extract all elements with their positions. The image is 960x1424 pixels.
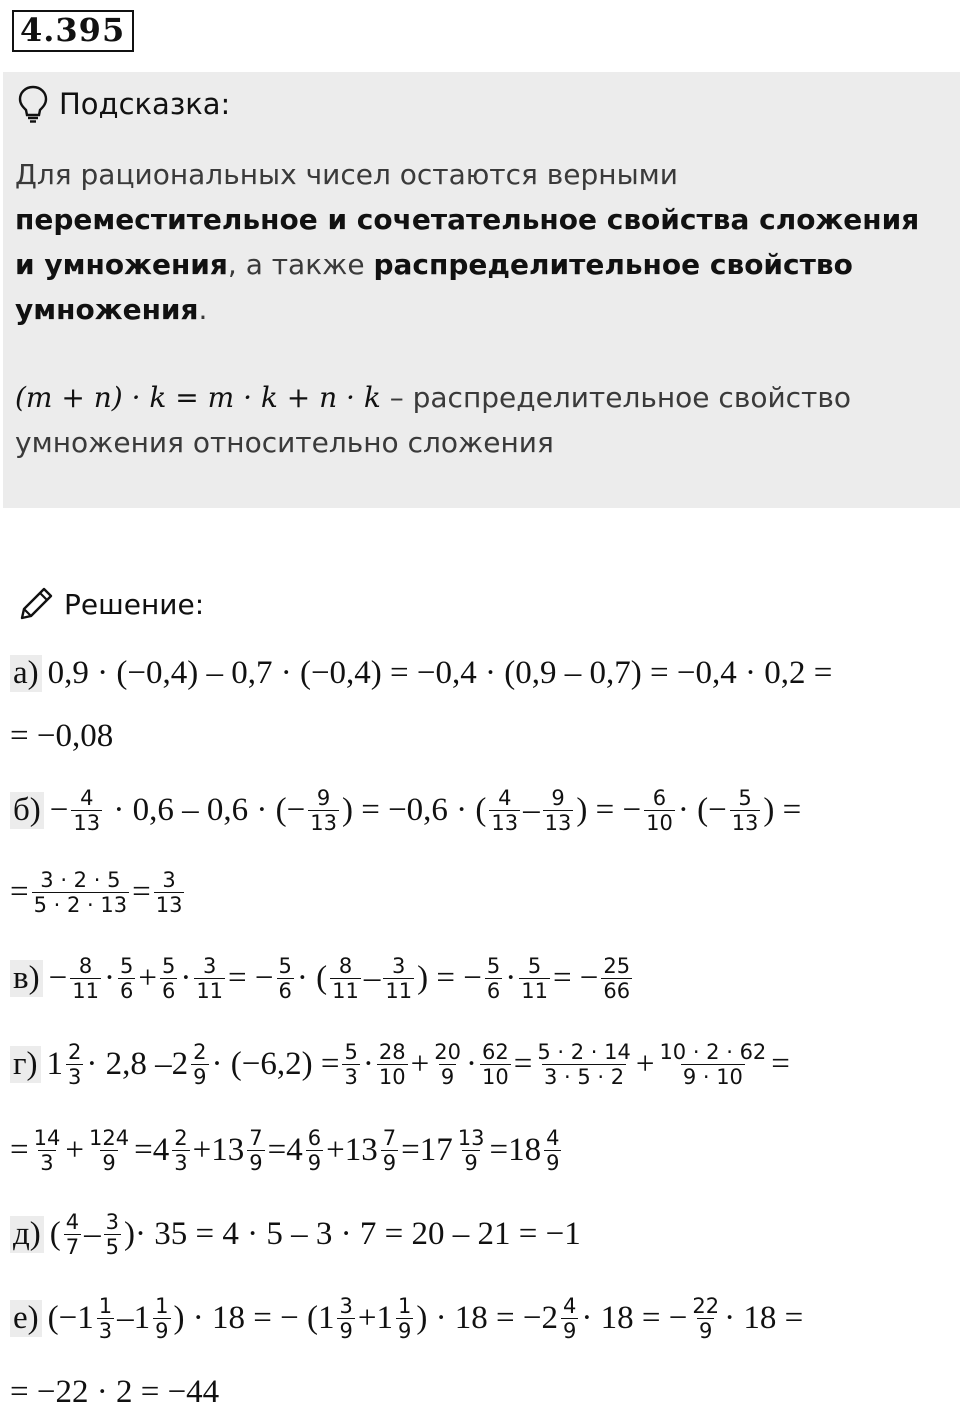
- solution-a-line1: [10, 643, 832, 703]
- solution-d-line1: д) ( 4 7 – 3 5 ) · 35 = 4 · 5 – 3 · 7 = 20 – 21 = −1: [10, 1204, 581, 1264]
- solution-a-line2: [10, 706, 113, 766]
- lightbulb-icon: [17, 84, 49, 124]
- distributive-formula: (m + n) · k = m · k + n · k: [15, 381, 381, 414]
- solution-e-line2: [10, 1362, 219, 1422]
- item-label-a: а): [10, 655, 42, 692]
- solution-v-line1: в) − $\frac{8}{11}$ · 5 6 + $\frac{5}{6}$ · $\frac{3}{11}$ = − $\frac{5}{6}$ · ( 8 11 – 3 11 ) = − $\frac{5}{6}$ · $\frac{5}{11}$ = − $\frac{25}{66}$: [10, 948, 635, 1008]
- solution-b-line2: = $\frac{3 \cdot 2 \cdot 5}{5 \cdot 2 \cdot 13}$ = $\frac{3}{13}$: [10, 867, 183, 917]
- solution-a-result: = −0,08: [10, 717, 114, 754]
- solution-e-line1: е) (− 1 1 3 – 1 1 9 ) · 18 = − ( 1 3 9 + 1 1 9 ) · 18 = − 2 4 9 · 18 = − $\frac{22}{9}$ · 18 =: [10, 1288, 803, 1348]
- solution-d-tail: · 35 = 4 · 5 – 3 · 7 = 20 – 21 = −1: [135, 1215, 581, 1252]
- formula-description: – распределительное свойство умножения относительно сложения: [15, 381, 851, 459]
- hint-paragraph: [15, 152, 945, 332]
- item-label-v: в): [10, 960, 43, 997]
- solution-e-result: = −22 · 2 = −44: [10, 1373, 220, 1410]
- solution-a-expr: 0,9 · (−0,4) – 0,7 · (−0,4) = −0,4 · (0,9 – 0,7) = −0,4 · 0,2 =: [47, 654, 833, 691]
- item-label-b: б): [10, 792, 44, 829]
- hint-text-3: .: [198, 293, 208, 326]
- solution-b-line1: б) − $\frac{4}{13}$ · 0,6 – 0,6 · (− $\frac{9}{13}$ ) = −0,6 · ( 4 13 – 9 13 ) = − $\frac{6}{10}$ · (− $\frac{5}{13}$ ) =: [10, 780, 801, 840]
- hint-title: Подсказка:: [59, 87, 231, 121]
- item-label-g: г): [10, 1046, 41, 1083]
- hint-text-1: Для рациональных чисел остаются верными: [15, 158, 678, 191]
- pencil-icon: [16, 584, 56, 624]
- hint-formula-block: [15, 375, 945, 465]
- solution-g-line2: = $\frac{14}{3}$ + $\frac{124}{9}$ = 4 2 3 + 13 7 9 = 4 6 9 + 13 7 9 = 17 13 9 = 18 4 9: [10, 1125, 560, 1175]
- solution-title: Решение:: [64, 587, 205, 621]
- item-label-d: д): [10, 1216, 44, 1253]
- solution-header: [16, 582, 204, 626]
- hint-box: [3, 72, 960, 508]
- solution-g-line1: г) 1 2 3 · 2,8 – 2 2 9 · (−6,2) = $\frac{5}{3}$ · 28 10 + $\frac{20}{9}$ · $\frac{62}{10}$ = $\frac{5 \cdot 2 \cdot 14}{3 \cdot 5 \cdot 2}$ + $\frac{10 \cdot 2 \cdot 62}{9 \cdot 10}$ =: [10, 1034, 790, 1094]
- hint-header: [17, 84, 230, 124]
- hint-bold-2: распределительное свойство умножения: [15, 248, 853, 326]
- task-number: 4.395: [12, 10, 134, 52]
- item-label-e: е): [10, 1300, 42, 1337]
- hint-text-2: , а также: [227, 248, 374, 281]
- hint-bold-1: переместительное и сочетательное свойства сложения и умножения: [15, 203, 920, 281]
